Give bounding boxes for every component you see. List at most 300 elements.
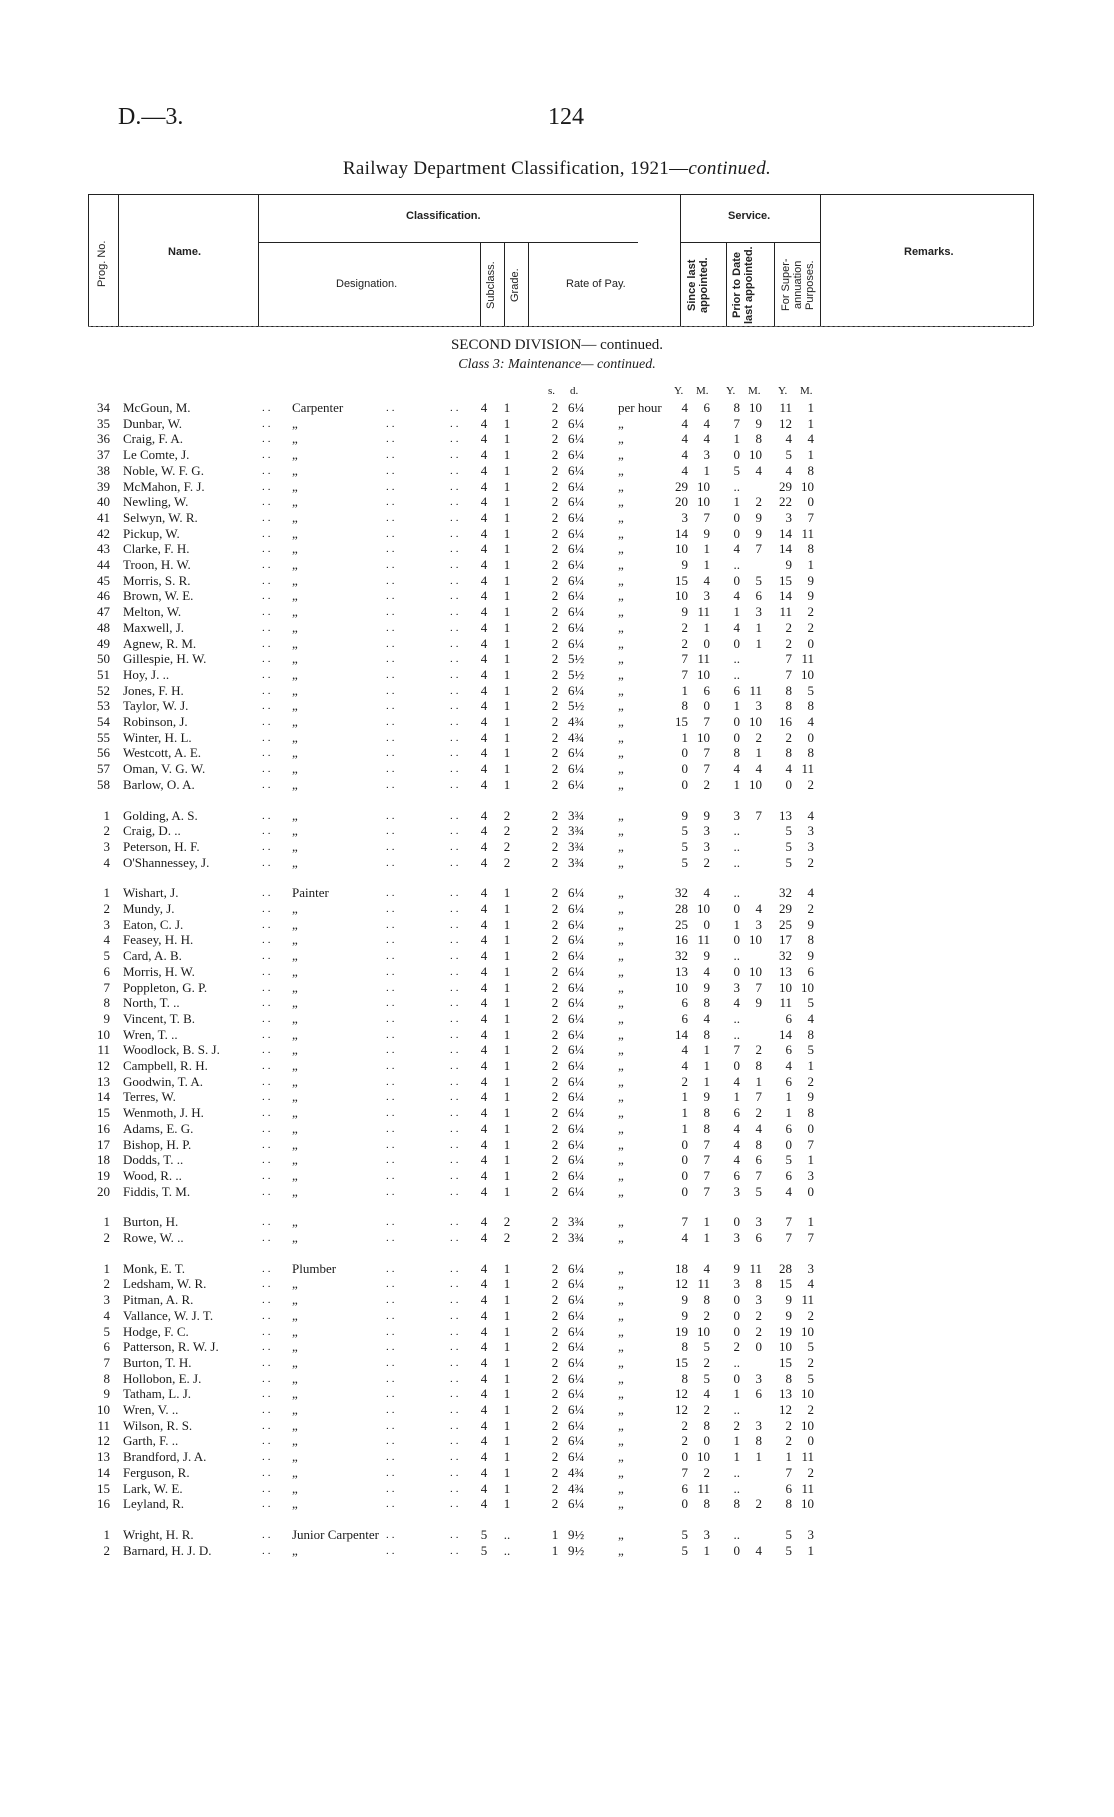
- leader-dots: ..: [262, 606, 274, 619]
- cell-s: 2: [551, 745, 559, 761]
- cell-y2: 0: [733, 1214, 740, 1230]
- cell-y3: 4: [785, 462, 792, 478]
- cell-y2: ..: [733, 1354, 740, 1370]
- cell-s: 2: [551, 572, 559, 588]
- cell-grade: 1: [503, 462, 511, 478]
- leader-dots: ..: [450, 511, 462, 524]
- cell-m1: 9: [703, 979, 710, 995]
- leader-dots: ..: [262, 950, 274, 963]
- cell-no: 51: [97, 666, 110, 682]
- cell-no: 10: [97, 1026, 110, 1042]
- leader-dots: ..: [386, 1091, 398, 1104]
- cell-s: 1: [551, 1526, 559, 1542]
- cell-name: North, T. ..: [123, 995, 180, 1011]
- unit-d: d.: [570, 385, 579, 397]
- cell-sub: 4: [480, 885, 488, 901]
- cell-s: 2: [551, 666, 559, 682]
- cell-name: Craig, D. ..: [123, 823, 181, 839]
- cell-s: 2: [551, 1152, 559, 1168]
- cell-y1: 4: [681, 447, 688, 463]
- cell-sub: 4: [480, 1370, 488, 1386]
- cell-desig: „: [292, 1480, 298, 1496]
- leader-dots: ..: [386, 918, 398, 931]
- cell-d: 6¼: [568, 761, 585, 777]
- cell-desig: „: [292, 1230, 298, 1245]
- cell-sub: 4: [480, 1120, 488, 1136]
- leader-dots: ..: [450, 684, 462, 697]
- cell-y1: 4: [681, 431, 688, 447]
- cell-m1: 0: [703, 635, 710, 651]
- cell-y1: 10: [675, 979, 688, 995]
- cell-no: 4: [103, 854, 110, 870]
- cell-m3: 10: [801, 1417, 814, 1433]
- cell-sub: 4: [480, 431, 488, 447]
- cell-m3: 1: [807, 1214, 814, 1230]
- leader-dots: ..: [450, 1451, 462, 1464]
- cell-m3: 10: [801, 1386, 814, 1402]
- cell-no: 1: [103, 807, 110, 823]
- leader-dots: ..: [386, 559, 398, 571]
- cell-ph: „: [618, 1136, 624, 1152]
- cell-desig: „: [292, 1120, 298, 1136]
- leader-dots: ..: [450, 965, 462, 978]
- cell-y2: 1: [733, 776, 740, 792]
- cell-y1: 4: [681, 400, 688, 415]
- cell-grade: 1: [503, 1323, 511, 1339]
- cell-y1: 29: [675, 478, 688, 494]
- cell-y3: 5: [785, 1526, 792, 1542]
- cell-y2: 4: [733, 1136, 740, 1152]
- cell-name: Le Comte, J.: [123, 447, 190, 463]
- cell-d: 6¼: [568, 541, 585, 557]
- cell-y1: 8: [681, 698, 688, 714]
- cell-m3: 11: [801, 761, 814, 777]
- leader-dots: ..: [262, 496, 274, 509]
- leader-dots: ..: [450, 1404, 462, 1416]
- leader-dots: ..: [262, 856, 274, 869]
- cell-m2: 4: [755, 1120, 762, 1136]
- cell-m2: 4: [755, 761, 762, 777]
- cell-y1: 3: [681, 509, 688, 525]
- cell-y1: 1: [681, 682, 688, 698]
- leader-dots: ..: [450, 1528, 462, 1541]
- cell-ph: „: [618, 1260, 624, 1276]
- cell-m3: 2: [807, 1464, 814, 1480]
- cell-grade: 1: [503, 901, 511, 916]
- cell-m1: 8: [703, 1026, 710, 1042]
- cell-y3: 25: [779, 916, 792, 932]
- cell-desig: „: [292, 761, 298, 777]
- cell-s: 2: [551, 1026, 559, 1042]
- leader-dots: ..: [450, 402, 462, 414]
- table-header: [88, 194, 1033, 326]
- cell-no: 53: [97, 698, 110, 714]
- cell-m1: 1: [703, 1073, 710, 1089]
- cell-sub: 4: [480, 1230, 488, 1245]
- cell-m3: 10: [801, 1496, 814, 1512]
- leader-dots: ..: [262, 903, 274, 915]
- cell-y3: 8: [785, 1496, 792, 1512]
- cell-name: McGoun, M.: [123, 400, 191, 415]
- cell-no: 13: [97, 1449, 110, 1465]
- cell-desig: „: [292, 823, 298, 839]
- leader-dots: ..: [450, 809, 462, 822]
- cell-m1: 2: [703, 1464, 710, 1480]
- leader-dots: ..: [386, 1356, 398, 1369]
- leader-dots: ..: [262, 1122, 274, 1135]
- cell-y2: ..: [733, 1026, 740, 1042]
- cell-no: 4: [103, 932, 110, 948]
- leader-dots: ..: [450, 1012, 462, 1025]
- cell-y3: 5: [785, 823, 792, 839]
- leader-dots: ..: [386, 496, 398, 509]
- cell-grade: 1: [503, 1292, 511, 1308]
- leader-dots: ..: [450, 464, 462, 477]
- cell-name: Morris, S. R.: [123, 572, 191, 588]
- cell-m3: 1: [807, 1152, 814, 1168]
- cell-grade: 1: [503, 932, 511, 948]
- cell-no: 7: [103, 1354, 110, 1370]
- cell-s: 2: [551, 714, 559, 729]
- cell-name: Monk, E. T.: [123, 1260, 185, 1276]
- cell-d: 6¼: [568, 1323, 585, 1339]
- cell-d: 6¼: [568, 1449, 585, 1465]
- cell-name: Gillespie, H. W.: [123, 651, 207, 667]
- cell-y2: ..: [733, 651, 740, 667]
- cell-d: 6¼: [568, 635, 585, 651]
- cell-name: Terres, W.: [123, 1089, 176, 1105]
- leader-dots: ..: [450, 1232, 462, 1244]
- cell-name: Wood, R. ..: [123, 1167, 182, 1183]
- cell-sub: 4: [480, 1152, 488, 1168]
- cell-ph: „: [618, 698, 624, 714]
- cell-s: 1: [551, 1542, 559, 1558]
- cell-d: 6¼: [568, 776, 585, 792]
- leader-dots: ..: [262, 543, 274, 556]
- cell-m1: 3: [703, 588, 710, 604]
- cell-sub: 4: [480, 604, 488, 620]
- cell-m1: 9: [703, 807, 710, 823]
- cell-m3: 3: [807, 1260, 814, 1276]
- cell-s: 2: [551, 1464, 559, 1480]
- leader-dots: ..: [262, 825, 274, 838]
- cell-y1: 0: [681, 1152, 688, 1168]
- cell-y2: ..: [733, 854, 740, 870]
- cell-name: Morris, H. W.: [123, 963, 195, 979]
- leader-dots: ..: [262, 1138, 274, 1151]
- prior-to-date-header: Prior to Date last appointed.: [731, 246, 755, 324]
- cell-ph: „: [618, 1058, 624, 1073]
- cell-sub: 4: [480, 635, 488, 651]
- cell-y2: 1: [733, 604, 740, 620]
- cell-y3: 7: [785, 651, 792, 667]
- cell-d: 6¼: [568, 431, 585, 447]
- cell-name: Vallance, W. J. T.: [123, 1307, 214, 1323]
- cell-m1: 7: [703, 1152, 710, 1168]
- leader-dots: ..: [450, 1309, 462, 1322]
- cell-name: Dodds, T. ..: [123, 1152, 184, 1168]
- cell-name: Maxwell, J.: [123, 619, 185, 635]
- cell-y2: 0: [733, 1542, 740, 1558]
- cell-y1: 5: [681, 838, 688, 854]
- leader-dots: ..: [386, 1028, 398, 1041]
- cell-no: 57: [97, 761, 110, 777]
- cell-ph: „: [618, 1010, 624, 1026]
- cell-no: 45: [97, 572, 110, 588]
- cell-y2: ..: [733, 948, 740, 964]
- cell-sub: 4: [480, 588, 488, 604]
- leader-dots: ..: [386, 606, 398, 619]
- cell-ph: „: [618, 1167, 624, 1183]
- cell-s: 2: [551, 1120, 559, 1136]
- cell-m1: 3: [703, 447, 710, 463]
- cell-grade: 1: [503, 557, 511, 572]
- cell-y3: 15: [779, 1276, 792, 1292]
- cell-m2: 2: [755, 1307, 762, 1323]
- cell-ph: „: [618, 838, 624, 854]
- cell-no: 37: [97, 447, 110, 463]
- cell-desig: „: [292, 525, 298, 541]
- cell-name: Clarke, F. H.: [123, 541, 190, 557]
- cell-m2: 10: [749, 447, 762, 463]
- cell-sub: 4: [480, 1058, 488, 1073]
- cell-desig: Painter: [292, 885, 329, 901]
- cell-name: Wishart, J.: [123, 885, 179, 901]
- cell-y1: 18: [675, 1260, 688, 1276]
- cell-m2: 10: [749, 963, 762, 979]
- cell-m2: 2: [755, 729, 762, 745]
- cell-y3: 6: [785, 1167, 792, 1183]
- cell-sub: 4: [480, 1464, 488, 1480]
- leader-dots: ..: [450, 1294, 462, 1307]
- leader-dots: ..: [386, 543, 398, 556]
- leader-dots: ..: [262, 1451, 274, 1464]
- cell-d: 6¼: [568, 400, 585, 415]
- leader-dots: ..: [450, 716, 462, 728]
- cell-name: Agnew, R. M.: [123, 635, 197, 651]
- leader-dots: ..: [262, 574, 274, 587]
- cell-desig: „: [292, 854, 298, 870]
- cell-desig: „: [292, 415, 298, 431]
- cell-grade: 1: [503, 916, 511, 932]
- leader-dots: ..: [450, 543, 462, 556]
- leader-dots: ..: [262, 1294, 274, 1307]
- leader-dots: ..: [386, 731, 398, 744]
- cell-name: Melton, W.: [123, 604, 182, 620]
- cell-no: 2: [103, 901, 110, 916]
- cell-s: 2: [551, 431, 559, 447]
- cell-m1: 10: [697, 666, 710, 682]
- leader-dots: ..: [386, 1372, 398, 1385]
- cell-desig: „: [292, 1089, 298, 1105]
- cell-no: 10: [97, 1402, 110, 1417]
- cell-sub: 4: [480, 1386, 488, 1402]
- cell-y1: 5: [681, 854, 688, 870]
- cell-name: Selwyn, W. R.: [123, 509, 198, 525]
- cell-d: 6¼: [568, 1042, 585, 1058]
- cell-m1: 8: [703, 1120, 710, 1136]
- cell-y1: 0: [681, 1183, 688, 1199]
- cell-s: 2: [551, 1167, 559, 1183]
- cell-grade: 1: [503, 588, 511, 604]
- leader-dots: ..: [450, 1388, 462, 1401]
- cell-d: 6¼: [568, 525, 585, 541]
- cell-ph: „: [618, 729, 624, 745]
- cell-y3: 14: [779, 1026, 792, 1042]
- cell-name: Taylor, W. J.: [123, 698, 189, 714]
- cell-desig: „: [292, 1058, 298, 1073]
- cell-no: 56: [97, 745, 110, 761]
- cell-sub: 5: [480, 1542, 488, 1558]
- cell-m1: 4: [703, 963, 710, 979]
- cell-y2: 4: [733, 541, 740, 557]
- cell-d: 6¼: [568, 478, 585, 494]
- cell-no: 58: [97, 776, 110, 792]
- cell-grade: 1: [503, 1386, 511, 1402]
- cell-y2: 0: [733, 963, 740, 979]
- designation-header: Designation.: [336, 278, 398, 290]
- leader-dots: ..: [386, 480, 398, 493]
- cell-y2: 0: [733, 509, 740, 525]
- cell-no: 39: [97, 478, 110, 494]
- cell-sub: 4: [480, 729, 488, 745]
- cell-ph: „: [618, 979, 624, 995]
- cell-no: 48: [97, 619, 110, 635]
- cell-y2: 0: [733, 635, 740, 651]
- leader-dots: ..: [386, 417, 398, 430]
- cell-desig: „: [292, 1339, 298, 1355]
- cell-y1: 10: [675, 541, 688, 557]
- cell-s: 2: [551, 1480, 559, 1496]
- cell-s: 2: [551, 651, 559, 667]
- cell-m2: 4: [755, 901, 762, 916]
- cell-y1: 0: [681, 1449, 688, 1465]
- cell-m3: 8: [807, 698, 814, 714]
- cell-y3: 0: [785, 776, 792, 792]
- cell-name: Tatham, L. J.: [123, 1386, 192, 1402]
- cell-sub: 4: [480, 541, 488, 557]
- cell-no: 5: [103, 948, 110, 964]
- leader-dots: ..: [386, 1498, 398, 1511]
- cell-y1: 0: [681, 776, 688, 792]
- cell-m3: 3: [807, 1526, 814, 1542]
- cell-grade: 1: [503, 1073, 511, 1089]
- cell-y2: ..: [733, 666, 740, 682]
- cell-m1: 1: [703, 1230, 710, 1245]
- cell-name: Burton, T. H.: [123, 1354, 192, 1370]
- cell-m1: 7: [703, 1183, 710, 1199]
- cell-desig: „: [292, 447, 298, 463]
- cell-y3: 7: [785, 666, 792, 682]
- cell-ph: „: [618, 1026, 624, 1042]
- cell-ph: „: [618, 1402, 624, 1417]
- cell-y1: 15: [675, 714, 688, 729]
- cell-y2: 8: [733, 400, 740, 415]
- cell-y2: ..: [733, 1480, 740, 1496]
- cell-name: Barnard, H. J. D.: [123, 1542, 212, 1558]
- cell-m3: 10: [801, 979, 814, 995]
- cell-y3: 2: [785, 1433, 792, 1449]
- leader-dots: ..: [386, 1122, 398, 1135]
- cell-desig: „: [292, 1370, 298, 1386]
- leader-dots: ..: [386, 950, 398, 963]
- cell-m3: 1: [807, 447, 814, 463]
- cell-ph: „: [618, 604, 624, 620]
- cell-grade: 1: [503, 651, 511, 667]
- cell-y2: 1: [733, 431, 740, 447]
- cell-m2: 6: [755, 1230, 762, 1245]
- cell-ph: „: [618, 1449, 624, 1465]
- cell-ph: „: [618, 1370, 624, 1386]
- cell-y2: ..: [733, 1526, 740, 1542]
- remarks-header: Remarks.: [904, 246, 954, 258]
- cell-y1: 12: [675, 1402, 688, 1417]
- cell-no: 18: [97, 1152, 110, 1168]
- prog-no-header: Prog. No.: [96, 240, 108, 288]
- cell-m3: 1: [807, 415, 814, 431]
- cell-m3: 9: [807, 948, 814, 964]
- cell-desig: „: [292, 651, 298, 667]
- cell-grade: 2: [503, 1214, 511, 1230]
- cell-desig: „: [292, 1105, 298, 1121]
- cell-m1: 4: [703, 1386, 710, 1402]
- cell-m3: 2: [807, 1354, 814, 1370]
- leader-dots: ..: [262, 965, 274, 978]
- cell-no: 2: [103, 1276, 110, 1292]
- cell-m1: 7: [703, 1136, 710, 1152]
- cell-m3: 3: [807, 823, 814, 839]
- cell-no: 36: [97, 431, 110, 447]
- cell-m3: 2: [807, 776, 814, 792]
- cell-m1: 8: [703, 995, 710, 1011]
- leader-dots: ..: [386, 1404, 398, 1416]
- cell-y1: 5: [681, 823, 688, 839]
- cell-name: Dunbar, W.: [123, 415, 183, 431]
- cell-m2: 7: [755, 1089, 762, 1105]
- cell-y2: ..: [733, 838, 740, 854]
- cell-d: 6¼: [568, 1402, 585, 1417]
- leader-dots: ..: [262, 449, 274, 462]
- cell-y3: 28: [779, 1260, 792, 1276]
- leader-dots: ..: [262, 1232, 274, 1244]
- cell-s: 2: [551, 478, 559, 494]
- cell-m3: 7: [807, 1136, 814, 1152]
- leader-dots: ..: [386, 1325, 398, 1338]
- cell-d: 6¼: [568, 447, 585, 463]
- leader-dots: ..: [450, 1356, 462, 1369]
- cell-m2: 7: [755, 979, 762, 995]
- leader-dots: ..: [450, 1341, 462, 1354]
- cell-m2: 10: [749, 932, 762, 948]
- cell-desig: Junior Carpenter: [292, 1526, 380, 1542]
- cell-s: 2: [551, 541, 559, 557]
- cell-y3: 19: [779, 1323, 792, 1339]
- leader-dots: ..: [262, 668, 274, 681]
- cell-sub: 4: [480, 1339, 488, 1355]
- cell-d: 6¼: [568, 1152, 585, 1168]
- cell-m3: 3: [807, 838, 814, 854]
- cell-y1: 5: [681, 1542, 688, 1558]
- cell-y3: 5: [785, 854, 792, 870]
- leader-dots: ..: [450, 934, 462, 947]
- cell-s: 2: [551, 462, 559, 478]
- cell-s: 2: [551, 1433, 559, 1449]
- cell-y2: 4: [733, 588, 740, 604]
- cell-y3: 15: [779, 572, 792, 588]
- cell-m1: 3: [703, 823, 710, 839]
- cell-desig: „: [292, 1386, 298, 1402]
- leader-dots: ..: [386, 449, 398, 462]
